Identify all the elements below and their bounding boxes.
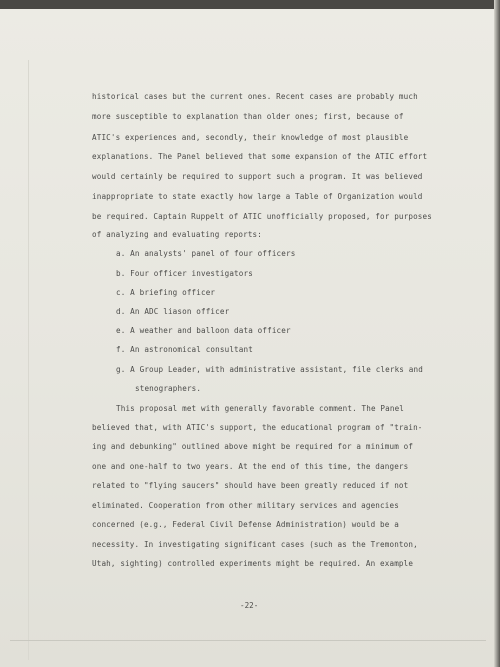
text-line: e. A weather and balloon data officer (116, 326, 291, 335)
text-line: be required. Captain Ruppelt of ATIC unofficially proposed, for purposes (92, 212, 432, 221)
text-line: d. An ADC liason officer (116, 307, 230, 316)
text-line: eliminated. Cooperation from other military services and agencies (92, 501, 399, 510)
text-line: would certainly be required to support such a program. It was believed (92, 172, 423, 181)
text-line: necessity. In investigating significant cases (such as the Tremonton, (92, 540, 418, 549)
text-line: concerned (e.g., Federal Civil Defense Administration) would be a (92, 520, 399, 529)
page-fold-mark (28, 60, 29, 660)
page-top-shadow (0, 0, 500, 9)
text-line: g. A Group Leader, with administrative assistant, file clerks and (116, 365, 423, 374)
text-line: This proposal met with generally favorable comment. The Panel (116, 404, 405, 413)
text-line: related to "flying saucers" should have been greatly reduced if not (92, 481, 409, 490)
text-line: one and one-half to two years. At the end of this time, the dangers (92, 462, 409, 471)
text-line: c. A briefing officer (116, 288, 216, 297)
text-line: a. An analysts' panel of four officers (116, 249, 296, 258)
text-line: inappropriate to state exactly how large a Table of Organization would (92, 192, 423, 201)
text-line: b. Four officer investigators (116, 269, 253, 278)
text-line: more susceptible to explanation than older ones; first, because of (92, 112, 404, 121)
text-line: Utah, sighting) controlled experiments might be required. An example (92, 559, 414, 568)
page-number: -22- (240, 601, 259, 610)
text-line: stenographers. (135, 384, 202, 393)
text-line: believed that, with ATIC's support, the educational program of "train- (92, 423, 423, 432)
text-line: f. An astronomical consultant (116, 345, 253, 354)
text-line: explanations. The Panel believed that some expansion of the ATIC effort (92, 152, 428, 161)
page-crease (10, 640, 486, 641)
page-right-shadow (494, 0, 500, 667)
text-line: ing and debunking" outlined above might be required for a minimum of (92, 442, 414, 451)
text-line: of analyzing and evaluating reports: (92, 230, 262, 239)
text-line: historical cases but the current ones. Recent cases are probably much (92, 92, 418, 101)
text-line: ATIC's experiences and, secondly, their knowledge of most plausible (92, 133, 409, 142)
